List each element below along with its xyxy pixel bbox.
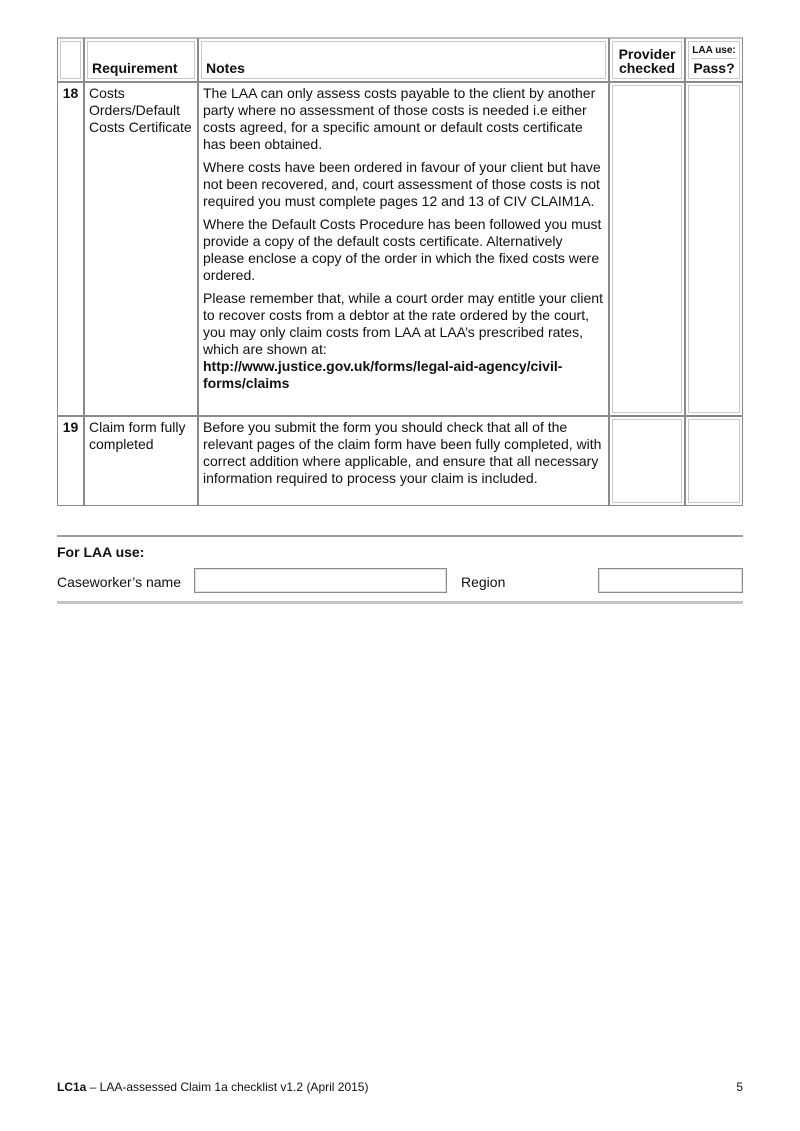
provider-checked-box[interactable]: [609, 416, 685, 506]
laa-pass-box[interactable]: [685, 416, 743, 506]
header-notes-cell: [198, 37, 609, 82]
caseworker-name-field[interactable]: [194, 568, 447, 593]
checklist-table: [57, 37, 743, 506]
laa-pass-box[interactable]: [685, 82, 743, 416]
claims-forms-link[interactable]: http://www.justice.gov.uk/forms/legal-aid-agency/civil-forms/claims: [203, 358, 563, 391]
row-requirement: Costs Orders/Default Costs Certificate: [84, 82, 198, 416]
form-code: LC1a: [57, 1080, 87, 1094]
row-number: 19: [57, 416, 84, 506]
row-requirement: Claim form fully completed: [84, 416, 198, 506]
note-paragraph: Please remember that, while a court order may entitle your client to recover costs from a debtor at the rate ordered by the court, you may only claim costs from LAA at LAA’s prescribed rates, which are shown at: http://www.justice.gov.uk/forms/legal-aid-agency/civil-forms/claims: [203, 290, 603, 391]
laa-use-title: For LAA use:: [57, 544, 145, 560]
table-header-row: [57, 37, 743, 82]
table-row: [57, 416, 743, 506]
note-paragraph: Where the Default Costs Procedure has been followed you must provide a copy of the default costs certificate. Alternatively please enclose a copy of the order in which the fixed costs were ordered.: [203, 216, 602, 283]
page-number: 5: [736, 1080, 743, 1094]
header-pass: Pass?: [693, 60, 735, 76]
header-notes: Notes: [206, 60, 245, 76]
caseworker-label: Caseworker’s name: [57, 574, 181, 590]
header-requirement: Requirement: [92, 60, 178, 76]
laa-use-section: [57, 535, 743, 604]
header-provider: Provider: [618, 46, 676, 62]
region-field[interactable]: [598, 568, 743, 593]
table-row: [57, 82, 743, 416]
page-footer: [57, 1080, 743, 1094]
header-provider-cell: [609, 37, 685, 82]
region-label: Region: [461, 574, 506, 590]
header-checked: checked: [618, 60, 676, 76]
header-requirement-cell: [84, 37, 198, 82]
row-notes: [198, 82, 609, 416]
note-paragraph: Where costs have been ordered in favour of your client but have not been recovered, and, court assessment of those costs is not required you must complete pages 12 and 13 of CIV CLAIM1A.: [203, 159, 601, 209]
note-paragraph: Before you submit the form you should check that all of the relevant pages of the claim form have been fully completed, with correct addition where applicable, and ensure that all necessary information required to process your claim is included.: [203, 419, 602, 486]
header-laa-use: LAA use:: [691, 44, 737, 59]
header-number-cell: [57, 37, 84, 82]
header-pass-cell: [685, 37, 743, 82]
row-notes: [198, 416, 609, 506]
row-number: 18: [57, 82, 84, 416]
provider-checked-box[interactable]: [609, 82, 685, 416]
footer-text: – LAA-assessed Claim 1a checklist v1.2 (April 2015): [86, 1080, 369, 1094]
note-paragraph: The LAA can only assess costs payable to the client by another party where no assessment of those costs is needed i.e either costs agreed, for a specific amount or default costs certificate has been obtained.: [203, 85, 596, 152]
